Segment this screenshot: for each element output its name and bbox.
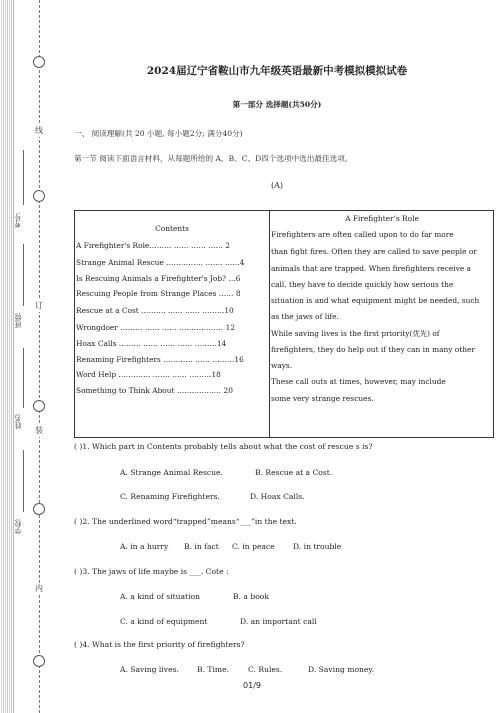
exam-number-label: 考号: [14, 212, 22, 229]
contents-item: Rescue at a Cost ………. …… …… ………10 [76, 306, 234, 315]
margin-char-xian: 线 [35, 126, 43, 135]
school-line [23, 450, 24, 512]
contents-item: A Firefighter's Role……… …… …… …… 2 [76, 241, 230, 250]
name-line [23, 348, 24, 408]
section-header: 一、 阅读理解(共 20 小题, 每小题2分; 满分40分) [74, 129, 243, 138]
answer-option[interactable]: A. in a hurry [120, 542, 169, 551]
question-stem: ( )1. Which part in Contents probably tells about what the cost of rescue s is? [74, 442, 373, 451]
name-label: 姓名: [14, 413, 22, 430]
article-line: Firefighters are often called upon to do far more [271, 230, 454, 239]
article-line: than fight fires. Often they are called to save people or [271, 247, 477, 256]
binding-hole [33, 56, 45, 68]
answer-option[interactable]: B. in fact [184, 542, 219, 551]
contents-item: Wrongdoer ……… …… …… ……………… 12 [76, 323, 236, 332]
answer-option[interactable]: C. Rules. [248, 665, 283, 674]
binding-hole [33, 400, 45, 412]
contents-item: Strange Animal Rescue …………… ……. ……4 [76, 258, 245, 267]
exam-number-line [23, 150, 24, 205]
exam-title: 2024届辽宁省鞍山市九年级英语最新中考模拟模拟试卷 [146, 65, 408, 77]
contents-item: Rescuing People from Strange Places …… 8 [76, 289, 241, 298]
contents-item: Is Rescuing Animals a Firefighter's Job? …6 [76, 274, 241, 283]
contents-item: Word Help …………. ……. …… ………18 [76, 370, 221, 379]
margin-char-nei: 内 [35, 584, 43, 593]
part-title: 第一部分 选择题(共50分) [232, 100, 322, 109]
article-line: animals that are trapped. When firefighters receive a [271, 264, 471, 273]
margin-char-zhuang: 装 [35, 426, 43, 435]
article-line: call, they have to decide quickly how serious the [271, 280, 454, 289]
school-label: 学校: [14, 518, 22, 535]
table-divider [269, 211, 270, 437]
passage-label: (A) [270, 181, 284, 190]
answer-option[interactable]: D. in trouble [293, 542, 342, 551]
contents-item: Hoax Calls ……… …… …… …… ………14 [76, 339, 227, 348]
article-line: ways. [271, 361, 293, 370]
article-title: A Firefighter’s Role [345, 214, 419, 223]
answer-option[interactable]: B. Rescue at a Cost. [255, 468, 333, 477]
contents-title: Contents [155, 224, 189, 233]
article-line: These call outs at times, however, may include [271, 377, 446, 386]
answer-option[interactable]: D. Saving money. [308, 665, 375, 674]
answer-option[interactable]: C. Renaming Firefighters. [120, 492, 220, 501]
answer-option[interactable]: A. Strange Animal Rescue. [120, 468, 223, 477]
article-line: situation is and what equipment might be needed, such [271, 296, 480, 305]
question-stem: ( )3. The jaws of life maybe is ___. Cote : [74, 567, 229, 576]
answer-option[interactable]: A. a kind of situation [120, 592, 200, 601]
binding-strip [0, 0, 14, 713]
article-line: some very strange rescues. [271, 394, 374, 403]
passage-table [74, 210, 494, 438]
binding-hole [33, 190, 45, 202]
contents-item: Something to Think About ……………… 20 [76, 386, 233, 395]
cut-line [39, 0, 40, 713]
binding-hole [33, 655, 45, 667]
class-label: 班级: [14, 312, 22, 329]
article-line: as the jaws of life. [271, 312, 339, 321]
question-stem: ( )4. What is the first priority of firefighters? [74, 640, 245, 649]
answer-option[interactable]: C. in peace [232, 542, 275, 551]
section-intro: 第一节 阅读下面语言材料，从每题所给的 A、B、C、D四个选项中选出最佳选项。 [74, 154, 353, 163]
answer-option[interactable]: C. a kind of equipment [120, 617, 208, 626]
margin-char-ding: 订 [35, 301, 43, 310]
article-line: While saving lives is the first priority(优先) of [271, 329, 440, 338]
article-line: firefighters, they do help out if they can in many other [271, 345, 475, 354]
answer-option[interactable]: B. Time. [197, 665, 230, 674]
question-stem: ( )2. The underlined word“trapped”means“___”in the text. [74, 517, 297, 526]
answer-option[interactable]: D. Hoax Calls. [250, 492, 305, 501]
answer-option[interactable]: D. an important call [240, 617, 317, 626]
contents-item: Renaming Firefighters ………… …… ………16 [76, 355, 244, 364]
class-line [23, 244, 24, 306]
answer-option[interactable]: A. Saving lives. [120, 665, 179, 674]
answer-option[interactable]: B. a book [233, 592, 269, 601]
page-number: 01/9 [243, 681, 261, 690]
binding-hole [33, 503, 45, 515]
